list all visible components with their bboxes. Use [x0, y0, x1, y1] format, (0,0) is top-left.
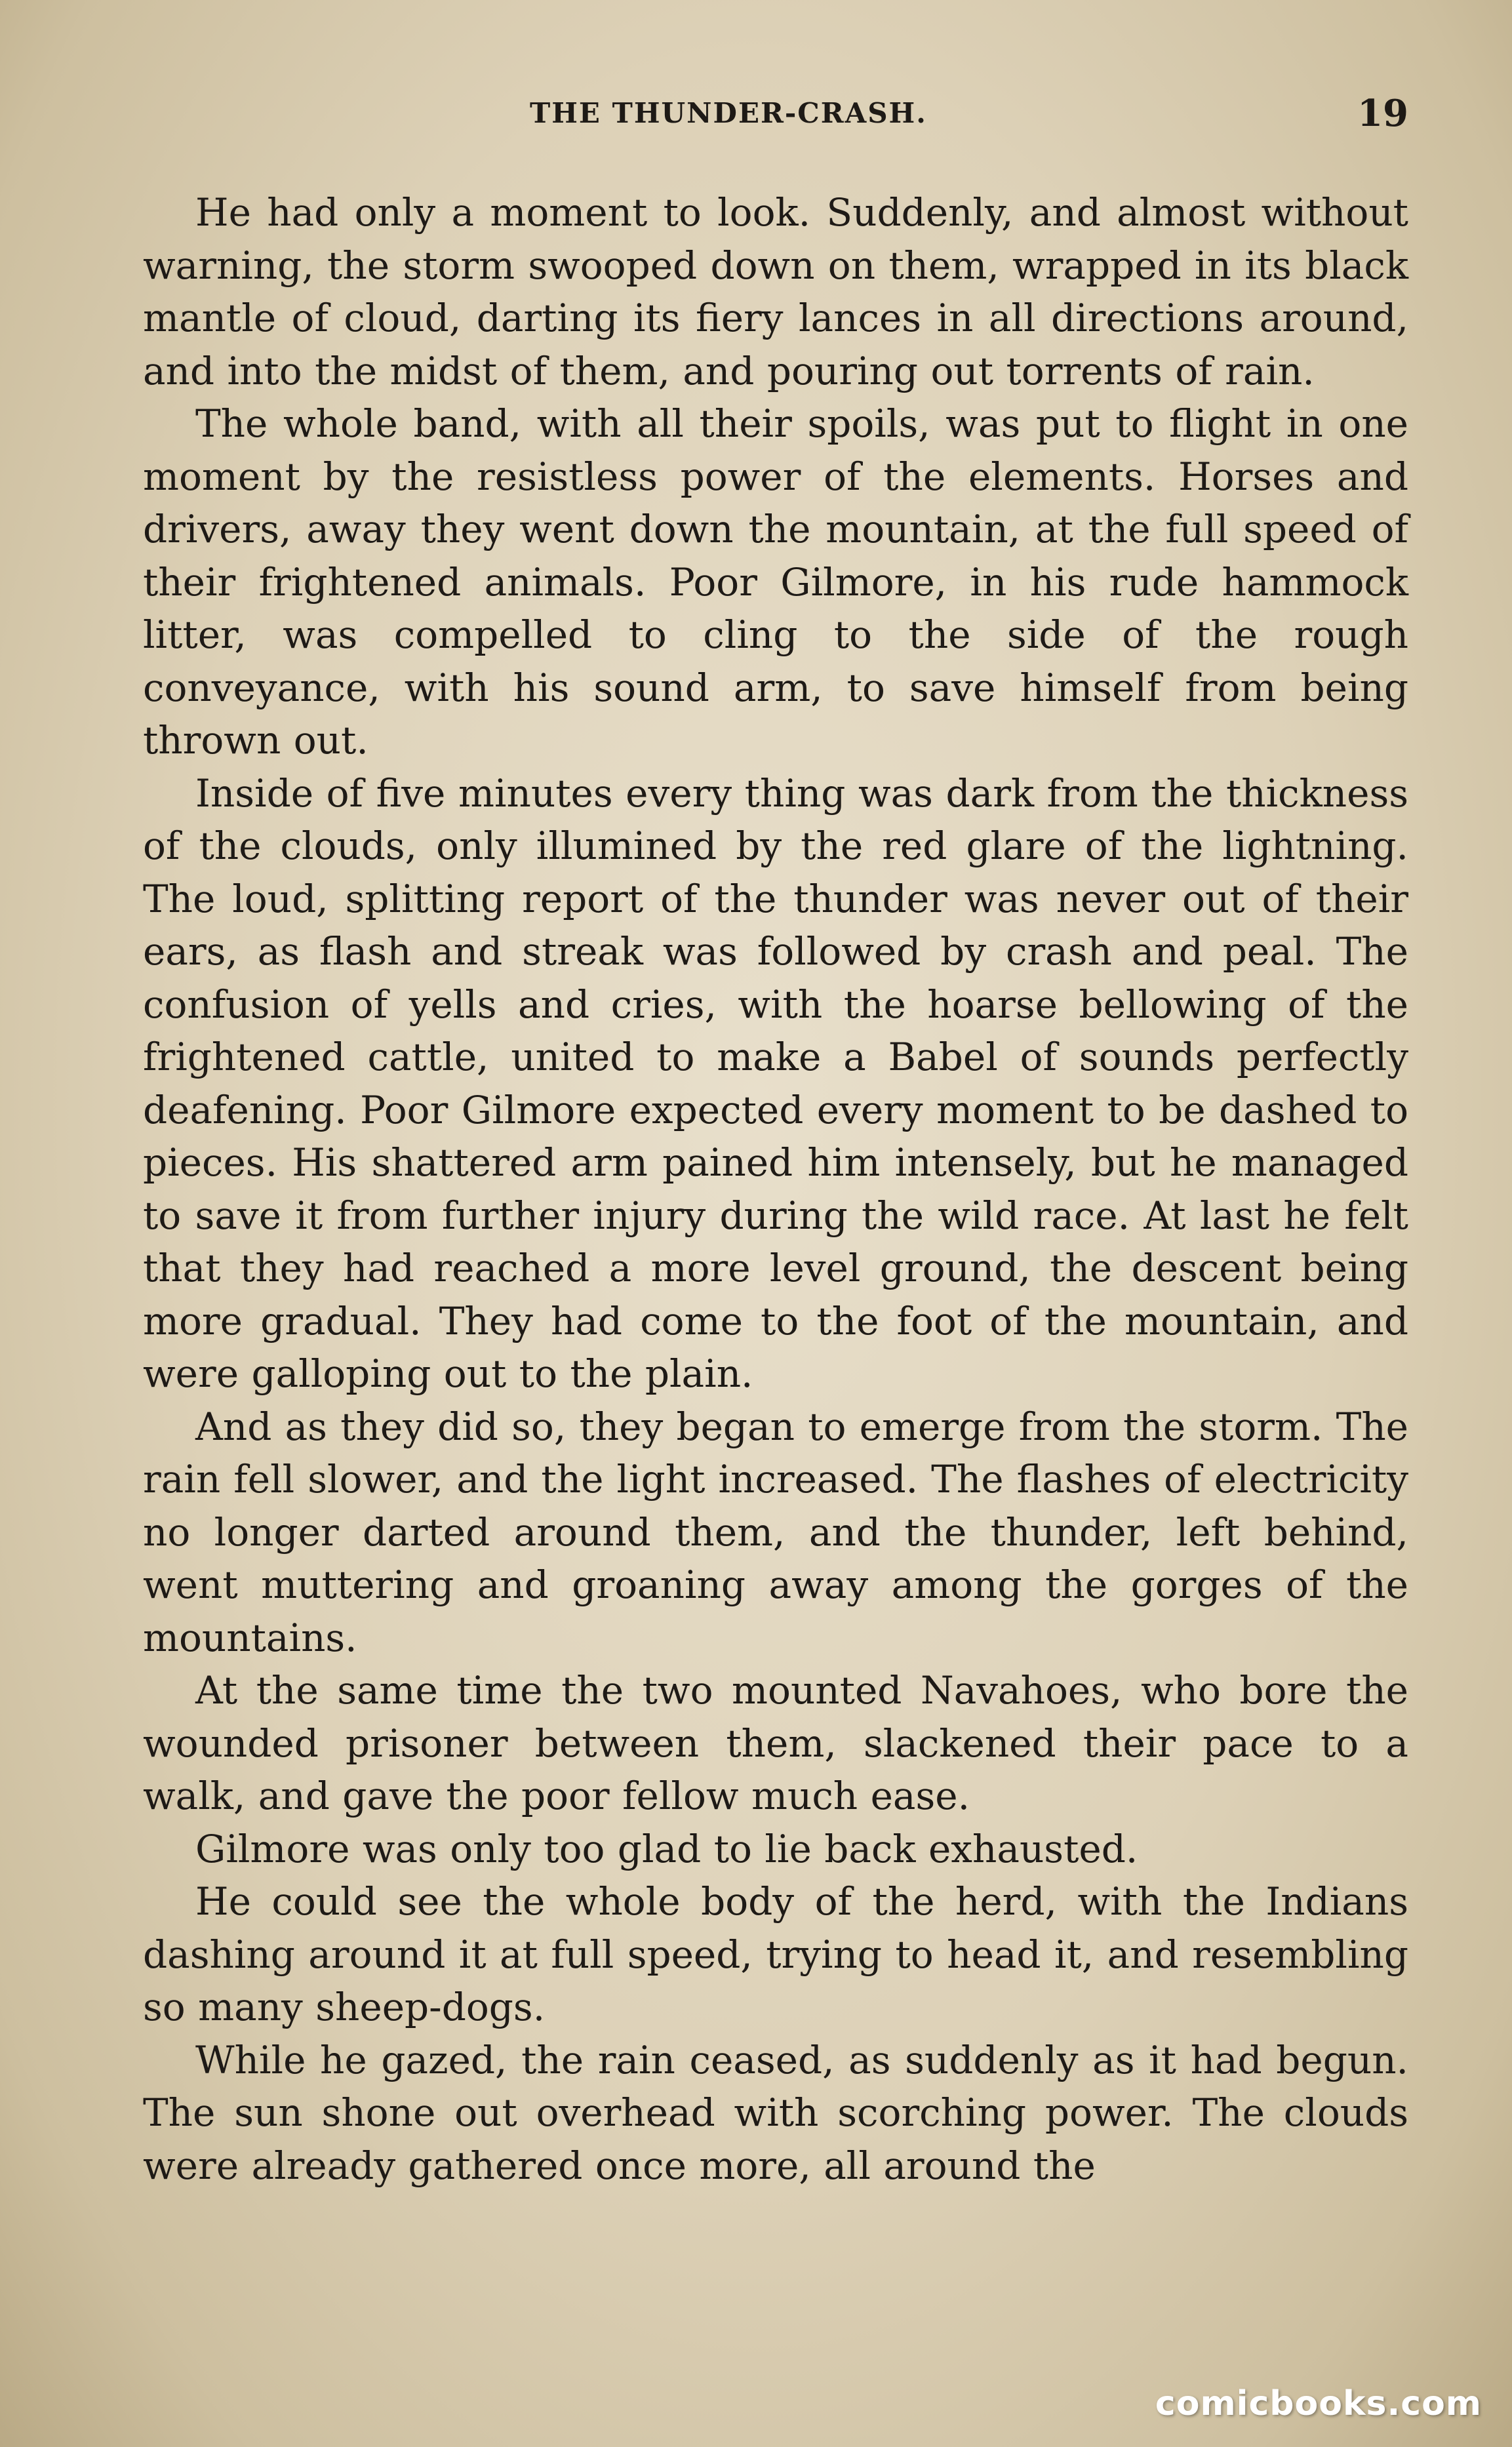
watermark: comicbooks.com: [1155, 2384, 1482, 2423]
paragraph: And as they did so, they began to emerge from the storm. The rain fell slower, and the light increased. The flashes of electricity no longer darted around them, and the thunder, left behind, went muttering and groaning away among the gorges of the mountains.: [143, 1404, 1408, 1660]
paragraph: The whole band, with all their spoils, was put to flight in one moment by the resistless power of the elements. Horses and drivers, away they went down the mountain, at the full speed of their frightened animals. Poor Gilmore, in his rude hammock litter, was compelled to cling to the side of the rough conveyance, with his sound arm, to save himself from being thrown out.: [143, 401, 1408, 763]
paragraph: Gilmore was only too glad to lie back exhausted.: [195, 1826, 1138, 1871]
paragraph: While he gazed, the rain ceased, as suddenly as it had begun. The sun shone out overhead with scorching power. The clouds were already gathered once more, all around the: [143, 2037, 1408, 2188]
paragraph: He could see the whole body of the herd, with the Indians dashing around it at full speed, trying to head it, and resembling so many sheep-dogs.: [143, 1879, 1408, 2029]
page-header: [143, 92, 1408, 143]
paragraph: Inside of five minutes every thing was dark from the thickness of the clouds, only illumined by the red glare of the lightning. The loud, splitting report of the thunder was never out of their ears, as flash and streak was followed by crash and peal. The confusion of yells and cries, with the hoarse bellowing of the frightened cattle, united to make a Babel of sounds perfectly deafening. Poor Gilmore expected every moment to be dashed to pieces. His shattered arm pained him intensely, but he managed to save it from further injury during the wild race. At last he felt that they had reached a more level ground, the descent being more gradual. They had come to the foot of the mountain, and were galloping out to the plain.: [143, 770, 1408, 1396]
running-title: THE THUNDER-CRASH.: [530, 97, 927, 129]
paragraph: At the same time the two mounted Navahoes, who bore the wounded prisoner between them, slackened their pace to a walk, and gave the poor fellow much ease.: [143, 1668, 1408, 1818]
page-number: 19: [1357, 92, 1408, 135]
body-text: [143, 186, 1408, 2192]
paragraph: He had only a moment to look. Suddenly, and almost without warning, the storm swooped down on them, wrapped in its black mantle of cloud, darting its fiery lances in all directions around, and into the midst of them, and pouring out torrents of rain.: [143, 190, 1408, 393]
